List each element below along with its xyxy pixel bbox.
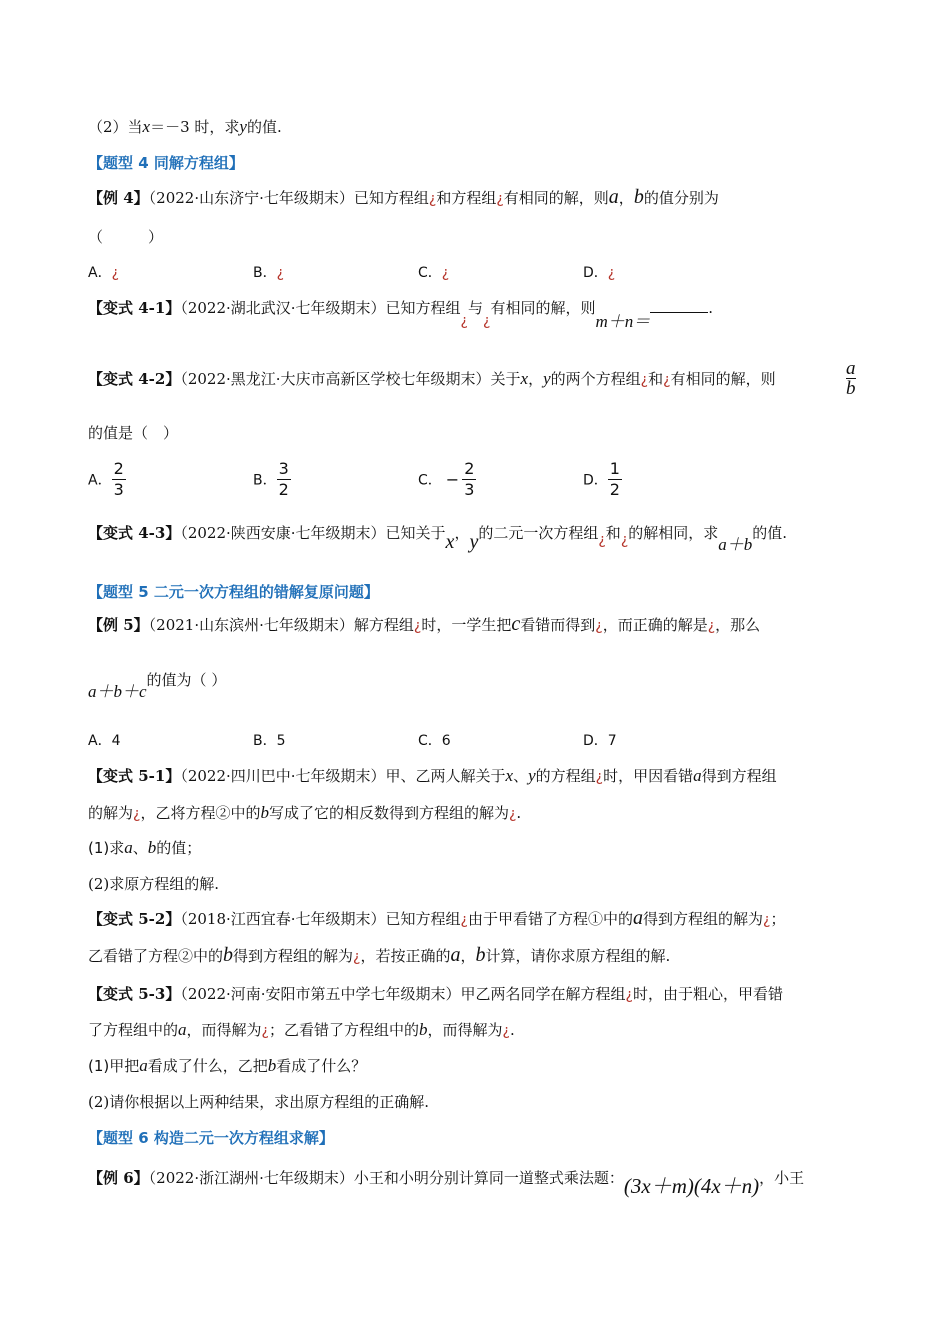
option-label: D． bbox=[583, 733, 608, 749]
option-value: 5 bbox=[276, 733, 286, 749]
option-value: ¿ bbox=[276, 265, 285, 281]
option-d bbox=[583, 459, 622, 500]
option-label: A． bbox=[88, 733, 112, 749]
var-c: c bbox=[511, 613, 521, 635]
label: 【变式 4-3】 bbox=[88, 524, 181, 542]
variant-5-3-line2 bbox=[88, 1020, 515, 1041]
option-c bbox=[418, 262, 449, 282]
variant-4-3 bbox=[88, 522, 788, 554]
text: （2022·四川巴中·七年级期末）甲、乙两人解关于 bbox=[180, 767, 506, 785]
text: 的二元一次方程组 bbox=[478, 524, 599, 542]
option-c bbox=[418, 459, 476, 500]
text: （2022·黑龙江·大庆市高新区学校七年级期末）关于 bbox=[180, 370, 521, 388]
numerator: a bbox=[846, 358, 856, 379]
equation-placeholder: ¿ bbox=[483, 313, 491, 329]
variant-5-3 bbox=[88, 984, 783, 1005]
var-x: x bbox=[505, 766, 514, 785]
denominator: 3 bbox=[113, 480, 124, 499]
var-y: y bbox=[469, 531, 479, 553]
option-fraction bbox=[277, 459, 291, 500]
option-b bbox=[253, 262, 284, 282]
option-value: 7 bbox=[607, 733, 617, 749]
text: ， bbox=[454, 524, 470, 542]
option-value: 6 bbox=[441, 733, 451, 749]
example-4-paren: （ ） bbox=[88, 228, 164, 246]
var-y: y bbox=[528, 766, 536, 785]
expr-a-plus-b: a＋b bbox=[718, 535, 753, 554]
text: ，小王 bbox=[759, 1169, 805, 1187]
option-value: 4 bbox=[111, 733, 121, 749]
var-x: x bbox=[142, 117, 151, 136]
text: ； bbox=[770, 910, 786, 928]
text: ，而得解为 bbox=[186, 1021, 262, 1039]
text: （2022·陕西安康·七年级期末）已知关于 bbox=[180, 524, 446, 542]
variant-4-2 bbox=[88, 369, 776, 390]
text: 的值为（ ） bbox=[146, 671, 227, 689]
text: ，那么 bbox=[715, 616, 761, 634]
label: 【例 6】 bbox=[88, 1169, 149, 1187]
option-d bbox=[583, 262, 615, 282]
option-label: A． bbox=[88, 265, 112, 281]
text: 与 bbox=[467, 299, 483, 317]
equation-placeholder: ¿ bbox=[625, 987, 633, 1003]
label: 【变式 5-1】 bbox=[88, 767, 181, 785]
option-fraction bbox=[608, 459, 622, 500]
variant-4-1 bbox=[88, 298, 714, 331]
var-x: x bbox=[445, 531, 455, 553]
type5-heading: 【题型 5 二元一次方程组的错解复原问题】 bbox=[88, 583, 379, 601]
example-5 bbox=[88, 614, 760, 636]
example-4 bbox=[88, 187, 719, 209]
equation-placeholder: ¿ bbox=[598, 532, 606, 548]
option-label: B． bbox=[253, 265, 277, 281]
answer-blank bbox=[650, 300, 708, 313]
text: 看成了什么？ bbox=[276, 1057, 367, 1075]
text: 的两个方程组 bbox=[550, 370, 641, 388]
variant-5-1-sub2: (2)求原方程组的解. bbox=[88, 875, 220, 893]
option-a bbox=[88, 730, 121, 750]
option-label: C． bbox=[418, 733, 442, 749]
text: 有相同的解，则 bbox=[490, 299, 596, 317]
option-b bbox=[253, 730, 286, 750]
var-a: a bbox=[633, 907, 643, 929]
var-b: b bbox=[475, 944, 486, 966]
equation-placeholder: ¿ bbox=[640, 372, 649, 388]
expr-a-plus-b-plus-c: a＋b＋c bbox=[88, 682, 147, 701]
text: 了方程组中的 bbox=[88, 1021, 179, 1039]
text: 的方程组 bbox=[535, 767, 596, 785]
var-a: a bbox=[450, 944, 461, 966]
label: 【变式 5-3】 bbox=[88, 985, 181, 1003]
var-a: a bbox=[139, 1056, 148, 1075]
option-fraction bbox=[112, 459, 126, 500]
text: 的解相同，求 bbox=[628, 524, 719, 542]
equation-placeholder: ¿ bbox=[353, 949, 361, 965]
text: （2021·山东滨州·七年级期末）解方程组 bbox=[148, 616, 414, 634]
expr-product: (3x＋m)(4x＋n) bbox=[623, 1174, 760, 1198]
text: （2022·浙江湖州·七年级期末）小王和小明分别计算同一道整式乘法题： bbox=[148, 1169, 624, 1187]
label: 【例 4】 bbox=[88, 189, 149, 207]
minus-sign: − bbox=[445, 470, 460, 489]
option-value: ¿ bbox=[441, 265, 450, 281]
text: . bbox=[516, 804, 522, 822]
var-b: b bbox=[267, 1056, 277, 1075]
text: 有相同的解，则 bbox=[670, 370, 776, 388]
label: 【例 5】 bbox=[88, 616, 149, 634]
equation-placeholder: ¿ bbox=[460, 313, 468, 329]
equation-placeholder: ¿ bbox=[508, 806, 517, 822]
option-b bbox=[253, 459, 291, 500]
equation-placeholder: ¿ bbox=[707, 618, 716, 634]
text: ，乙将方程②中的 bbox=[140, 804, 261, 822]
text: 和 bbox=[648, 370, 664, 388]
variant-5-3-sub2: (2)请你根据以上两种结果，求出原方程组的正确解. bbox=[88, 1093, 430, 1111]
equation-placeholder: ¿ bbox=[133, 806, 141, 822]
example-6 bbox=[88, 1166, 805, 1198]
option-label: D． bbox=[583, 265, 608, 281]
text: 的值. bbox=[246, 118, 282, 136]
label: 【变式 4-2】 bbox=[88, 370, 181, 388]
text: 写成了它的相反数得到方程组的解为 bbox=[268, 804, 509, 822]
text: ；乙看错了方程组中的 bbox=[268, 1021, 419, 1039]
text: . bbox=[509, 1021, 515, 1039]
text: 的解为 bbox=[88, 804, 134, 822]
variant-5-2-line2 bbox=[88, 945, 670, 967]
label: 【变式 4-1】 bbox=[88, 299, 181, 317]
option-label: C． bbox=[418, 265, 442, 281]
option-label: B． bbox=[253, 472, 277, 489]
text: 时，甲因看错 bbox=[603, 767, 694, 785]
text: （2022·湖北武汉·七年级期末）已知方程组 bbox=[180, 299, 461, 317]
equation-placeholder: ¿ bbox=[413, 618, 422, 634]
text: 的值； bbox=[156, 839, 202, 857]
denominator: 2 bbox=[609, 480, 620, 499]
equation-placeholder: ¿ bbox=[502, 1023, 510, 1039]
text: 有相同的解，则 bbox=[503, 189, 609, 207]
variant-5-1-sub1 bbox=[88, 838, 201, 858]
text: ， bbox=[460, 947, 476, 965]
var-a: a bbox=[124, 838, 133, 857]
variant-5-3-sub1 bbox=[88, 1056, 366, 1076]
text: ＝－3 时，求 bbox=[150, 118, 240, 136]
var-b: b bbox=[223, 944, 234, 966]
equation-placeholder: ¿ bbox=[428, 191, 437, 207]
option-a bbox=[88, 459, 126, 500]
text: 得到方程组 bbox=[701, 767, 777, 785]
text: 由于甲看错了方程①中的 bbox=[467, 910, 633, 928]
text: (1)求 bbox=[88, 839, 125, 857]
expr-m-plus-n: m＋n＝ bbox=[595, 312, 651, 331]
var-b: b bbox=[147, 838, 157, 857]
text: ， bbox=[618, 189, 634, 207]
text: . bbox=[708, 299, 714, 317]
var-a: a bbox=[608, 186, 619, 208]
text: 和 bbox=[605, 524, 621, 542]
text: 的值分别为 bbox=[643, 189, 719, 207]
equation-placeholder: ¿ bbox=[763, 912, 771, 928]
text: ，而得解为 bbox=[427, 1021, 503, 1039]
text: （2022·河南·安阳市第五中学七年级期末）甲乙两名同学在解方程组 bbox=[180, 985, 626, 1003]
example-5-line2 bbox=[88, 670, 227, 701]
option-value: ¿ bbox=[111, 265, 120, 281]
variant-5-1-line2 bbox=[88, 803, 521, 824]
numerator: 1 bbox=[609, 459, 620, 478]
text: ， bbox=[528, 370, 544, 388]
denominator: 3 bbox=[464, 480, 475, 499]
equation-placeholder: ¿ bbox=[261, 1023, 269, 1039]
option-label: D． bbox=[583, 472, 608, 489]
question-2 bbox=[88, 117, 282, 137]
var-x: x bbox=[520, 369, 529, 388]
text: 、 bbox=[132, 839, 148, 857]
var-b: b bbox=[260, 803, 269, 822]
denominator: b bbox=[846, 378, 856, 399]
text: (1)甲把 bbox=[88, 1057, 140, 1075]
option-value: ¿ bbox=[607, 265, 616, 281]
variant-5-1 bbox=[88, 766, 777, 787]
text: 计算，请你求原方程组的解. bbox=[485, 947, 671, 965]
text: （2）当 bbox=[88, 118, 143, 136]
text: 和方程组 bbox=[436, 189, 497, 207]
option-d bbox=[583, 730, 617, 750]
option-c bbox=[418, 730, 451, 750]
var-a: a bbox=[693, 766, 702, 785]
text: 时，由于粗心，甲看错 bbox=[632, 985, 783, 1003]
equation-placeholder: ¿ bbox=[595, 618, 603, 634]
text: 看错而得到 bbox=[520, 616, 596, 634]
numerator: 2 bbox=[464, 459, 475, 478]
option-a bbox=[88, 262, 119, 282]
fraction-a-over-b bbox=[846, 359, 856, 398]
type4-heading: 【题型 4 同解方程组】 bbox=[88, 154, 244, 172]
label: 【变式 5-2】 bbox=[88, 910, 181, 928]
text: （2022·山东济宁·七年级期末）已知方程组 bbox=[148, 189, 429, 207]
equation-placeholder: ¿ bbox=[460, 912, 468, 928]
option-label: B． bbox=[253, 733, 277, 749]
text: （2018·江西宜春·七年级期末）已知方程组 bbox=[180, 910, 461, 928]
variant-4-2-line2: 的值是（ ） bbox=[88, 424, 179, 442]
text: ，而正确的解是 bbox=[602, 616, 708, 634]
type6-heading: 【题型 6 构造二元一次方程组求解】 bbox=[88, 1129, 334, 1147]
equation-placeholder: ¿ bbox=[620, 532, 629, 548]
text: 得到方程组的解为 bbox=[233, 947, 354, 965]
var-b: b bbox=[633, 186, 644, 208]
text: 的值. bbox=[752, 524, 788, 542]
var-a: a bbox=[178, 1020, 187, 1039]
text: 得到方程组的解为 bbox=[643, 910, 764, 928]
equation-placeholder: ¿ bbox=[663, 372, 671, 388]
equation-placeholder: ¿ bbox=[595, 769, 604, 785]
text: 、 bbox=[513, 767, 529, 785]
numerator: 3 bbox=[278, 459, 289, 478]
text: 时，一学生把 bbox=[421, 616, 512, 634]
variant-5-2 bbox=[88, 908, 785, 930]
text: ，若按正确的 bbox=[360, 947, 451, 965]
text: 乙看错了方程②中的 bbox=[88, 947, 224, 965]
equation-placeholder: ¿ bbox=[496, 191, 504, 207]
option-fraction bbox=[462, 459, 476, 500]
option-label: A． bbox=[88, 472, 112, 489]
text: 看成了什么，乙把 bbox=[147, 1057, 268, 1075]
denominator: 2 bbox=[278, 480, 289, 499]
var-y: y bbox=[543, 369, 551, 388]
option-label: C． bbox=[418, 472, 442, 489]
var-b: b bbox=[418, 1020, 428, 1039]
numerator: 2 bbox=[113, 459, 124, 478]
var-y: y bbox=[239, 117, 247, 136]
